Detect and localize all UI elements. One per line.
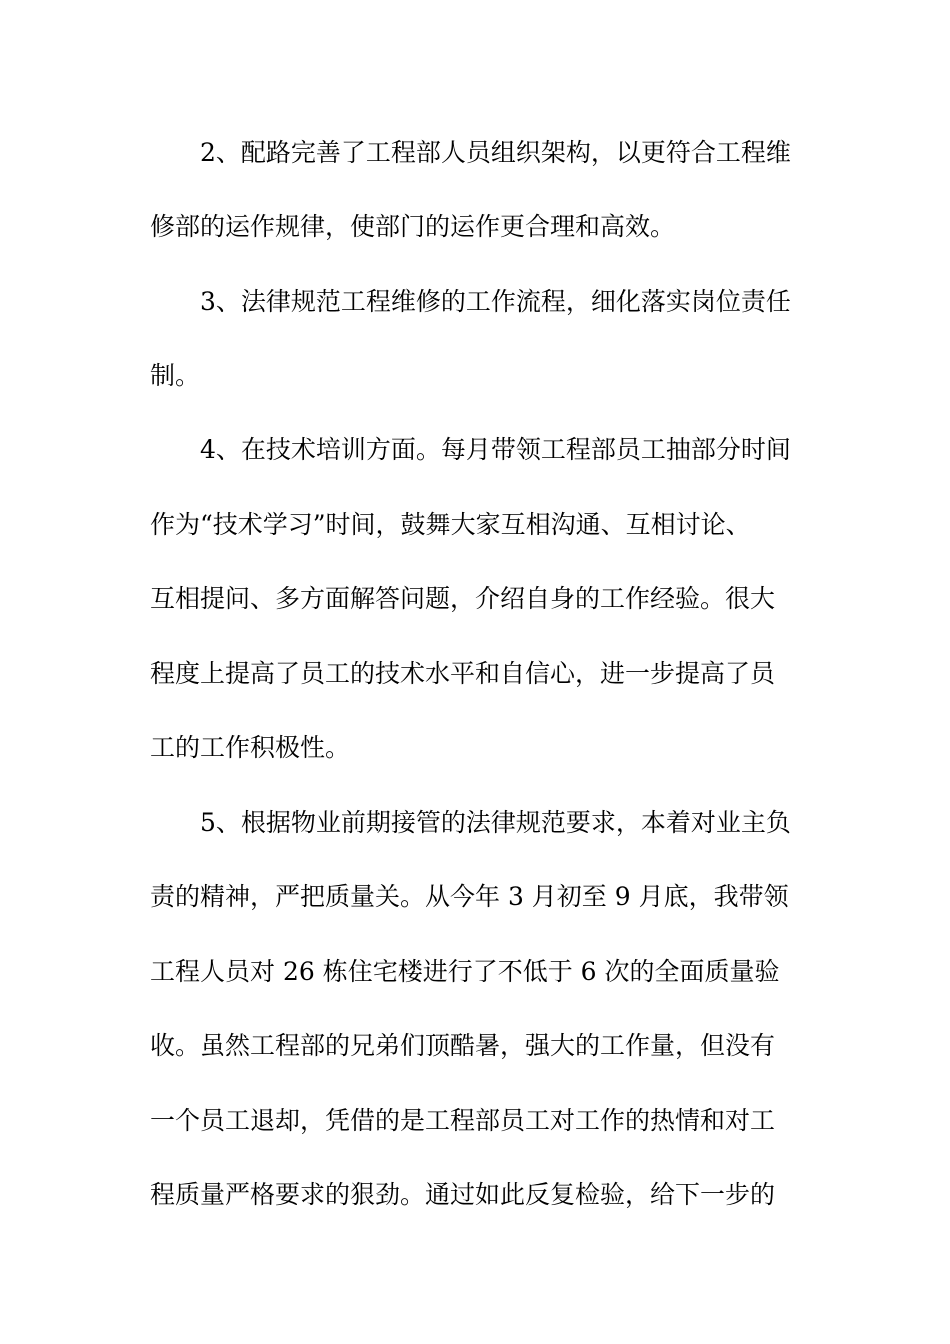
paragraph-4-line-5: 工的工作积极性。 bbox=[150, 733, 351, 762]
paragraph-5-line-1: 5、根据物业前期接管的法律规范要求，本着对业主负 bbox=[200, 808, 791, 837]
paragraph-5-line-2: 责的精神，严把质量关。从今年 3 月初至 9 月底，我带领 bbox=[150, 882, 789, 911]
paragraph-4-line-1: 4、在技术培训方面。每月带领工程部员工抽部分时间 bbox=[200, 435, 791, 464]
paragraph-5-line-5: 一个员工退却，凭借的是工程部员工对工作的热情和对工 bbox=[150, 1106, 776, 1135]
paragraph-2-line-2: 修部的运作规律，使部门的运作更合理和高效。 bbox=[150, 212, 676, 241]
paragraph-5-line-4: 收。虽然工程部的兄弟们顶酷暑，强大的工作量，但没有 bbox=[150, 1031, 776, 1060]
paragraph-3-line-1: 3、法律规范工程维修的工作流程，细化落实岗位责任 bbox=[200, 287, 791, 316]
paragraph-4-line-2: 作为“技术学习”时间，鼓舞大家互相沟通、互相讨论、 bbox=[150, 510, 751, 539]
paragraph-4-line-4: 程度上提高了员工的技术水平和自信心，进一步提高了员 bbox=[150, 659, 776, 688]
paragraph-2-line-1: 2、配路完善了工程部人员组织架构，以更符合工程维 bbox=[200, 138, 791, 167]
paragraph-5-line-3: 工程人员对 26 栋住宅楼进行了不低于 6 次的全面质量验 bbox=[150, 957, 780, 986]
paragraph-4-line-3: 互相提问、多方面解答问题，介绍自身的工作经验。很大 bbox=[150, 584, 776, 613]
paragraph-3-line-2: 制。 bbox=[150, 361, 201, 390]
paragraph-5-line-6: 程质量严格要求的狠劲。通过如此反复检验，给下一步的 bbox=[150, 1180, 776, 1209]
